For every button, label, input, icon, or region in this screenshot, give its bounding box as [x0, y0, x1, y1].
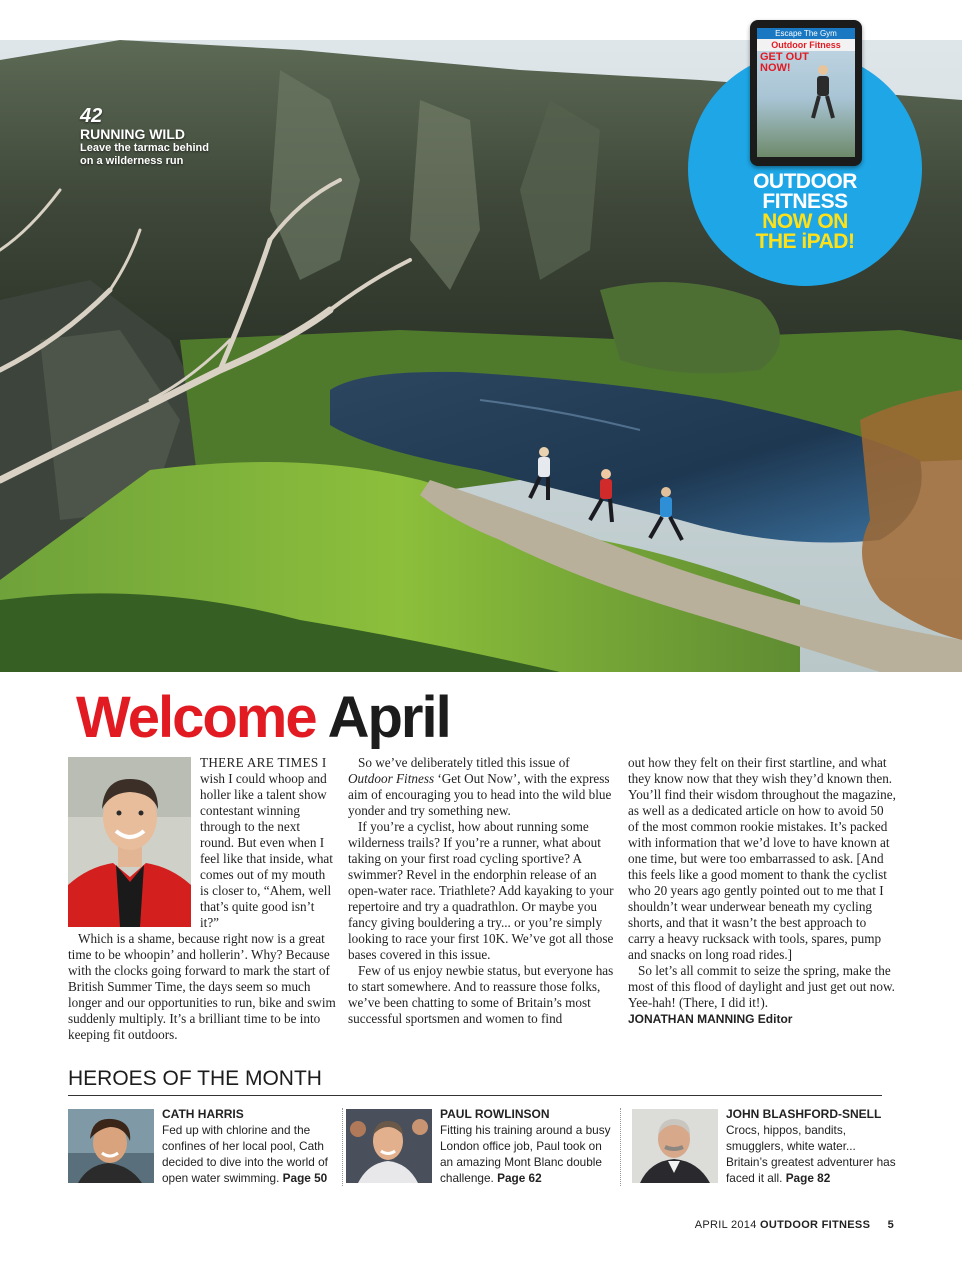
article-paragraph-continued: out how they felt on their first startline, and what they know now that they wish they’d known then. You’ll find their wisdom throughout the magazine, as well as a dedicated article on how to avoid 50 of the most common rookie mistakes. It’s packed with information that we’d love to have known at one time, but were too embarrassed to ask. [And this feels like a good moment to thank the cyclist who 20 years ago gently pointed out to me that I shouldn’t wear underwear beneath my cycling shorts, and that it wasn’t the best approach to carry a heavy rucksack with tools, spares, pump and snacks on long road rides.]: [628, 755, 896, 962]
ipad-cover-header: Escape The Gym: [757, 28, 855, 39]
promo-line-1: OUTDOOR: [753, 170, 857, 193]
article-lead: [200, 755, 336, 931]
ipad-cover-line: GET OUT NOW!: [760, 51, 809, 74]
hero-photo-john-blashford-snell: [632, 1109, 718, 1183]
article-paragraph: If you’re a cyclist, how about running some wilderness trails? If you’re a runner, what about taking on your first road cycling sportive? A swimmer? Revel in the endorphin release of an open-water race. Triathlete? Add kayaking to your repertoire and try a quadrathlon. Or maybe you fancy giving bouldering a try... or you’re simply looking to race your first 10K. We’ve got all those bases covered in this issue.: [348, 819, 614, 962]
article-paragraph-continued: Few of us enjoy newbie status, but everyone has to start somewhere. And to reassure those folks, we’ve been chatting to some of Britain’s most successful sportsmen and women to find: [348, 963, 614, 1026]
editor-portrait: [68, 757, 191, 927]
hero-photo-paul-rowlinson: [346, 1109, 432, 1183]
title-welcome: Welcome: [76, 685, 316, 750]
photo-caption: [80, 106, 220, 168]
article-paragraph: [348, 755, 614, 819]
paragraph-text: So we’ve deliberately titled this issue of: [358, 755, 570, 770]
promo-line-2: FITNESS: [762, 190, 848, 213]
hero-name: CATH HARRIS: [162, 1107, 244, 1121]
article-paragraph: Which is a shame, because right now is a great time to be whoopin’ and hollerin’. Why? Because with the clocks going forward to mark the start of British Summer Time, the days seem so much longer and our opportunities to run, bike and swim suddenly multiply. It’s a brilliant time to be into keeping fit outdoors.: [68, 931, 336, 1042]
page-title: [76, 686, 450, 750]
caption-page-number: 42: [80, 105, 103, 127]
hero-description: Fitting his training around a busy London office job, Paul took on an amazing Mont Blanc double challenge.: [440, 1123, 611, 1185]
paragraph-text: ‘Get Out Now’, with the express aim of encouraging you to head into the wild blue yonder and try something new.: [348, 771, 612, 818]
section-divider: [68, 1095, 882, 1096]
hero-separator: [620, 1108, 621, 1186]
hero-page-link[interactable]: Page 82: [785, 1171, 831, 1185]
hero-name: JOHN BLASHFORD-SNELL: [726, 1107, 882, 1121]
hero-page-link[interactable]: Page 62: [497, 1171, 542, 1185]
hero-page-link[interactable]: Page 50: [282, 1171, 328, 1185]
article-column-2: [348, 755, 614, 1027]
hero-text: [440, 1106, 612, 1186]
ipad-cover: [757, 28, 855, 157]
ipad-cover-masthead: Outdoor Fitness: [757, 39, 855, 51]
lead-text: I wish I could whoop and holler like a talent show contestant winning through to the next round. But even when I feel like that inside, what comes out of my mouth is closer to, “Ahem, well that’s quite good isn’t it?”: [200, 755, 333, 930]
caption-subtitle: Leave the tarmac behind on a wilderness run: [80, 142, 209, 167]
footer-page-number: 5: [887, 1219, 894, 1231]
heroes-section-title: HEROES OF THE MONTH: [68, 1067, 322, 1090]
article-paragraph: So let’s all commit to seize the spring, make the most of this flood of daylight and just get out now. Yee-hah! (There, I did it!).: [628, 963, 895, 1010]
hero-photo-cath-harris: [68, 1109, 154, 1183]
footer-date: APRIL 2014: [694, 1219, 757, 1231]
caption-title: RUNNING WILD: [80, 126, 185, 142]
article-column-3: [628, 755, 896, 1027]
hero-text: [726, 1106, 898, 1186]
magazine-title-italic: Outdoor Fitness: [348, 771, 435, 786]
promo-line-3: NOW ON: [762, 210, 848, 233]
signature-role: Editor: [757, 1012, 793, 1026]
hero-card-cath-harris[interactable]: [68, 1106, 338, 1190]
hero-description: Crocs, hippos, bandits, smugglers, white water... Britain’s greatest adventurer has faced it all.: [726, 1123, 896, 1185]
cover-runner-icon: [809, 62, 837, 122]
ipad-device: [750, 20, 862, 166]
article-column-1: [68, 931, 336, 1043]
page-footer: [695, 1219, 894, 1231]
editor-signature: [628, 1011, 896, 1027]
hero-separator: [342, 1108, 343, 1186]
hero-name: PAUL ROWLINSON: [440, 1107, 550, 1121]
lead-caps: THERE ARE TIMES: [200, 755, 319, 770]
footer-magazine: OUTDOOR FITNESS: [759, 1219, 871, 1231]
title-april: April: [327, 685, 450, 750]
hero-card-paul-rowlinson[interactable]: [346, 1106, 616, 1190]
signature-name: JONATHAN MANNING: [628, 1012, 755, 1026]
ipad-promo-text[interactable]: [688, 172, 922, 252]
hero-card-john-blashford-snell[interactable]: [632, 1106, 902, 1190]
promo-line-4: THE iPAD!: [755, 230, 855, 253]
hero-text: [162, 1106, 334, 1186]
hero-description: Fed up with chlorine and the confines of her local pool, Cath decided to dive into the world of open water swimming.: [162, 1123, 328, 1185]
